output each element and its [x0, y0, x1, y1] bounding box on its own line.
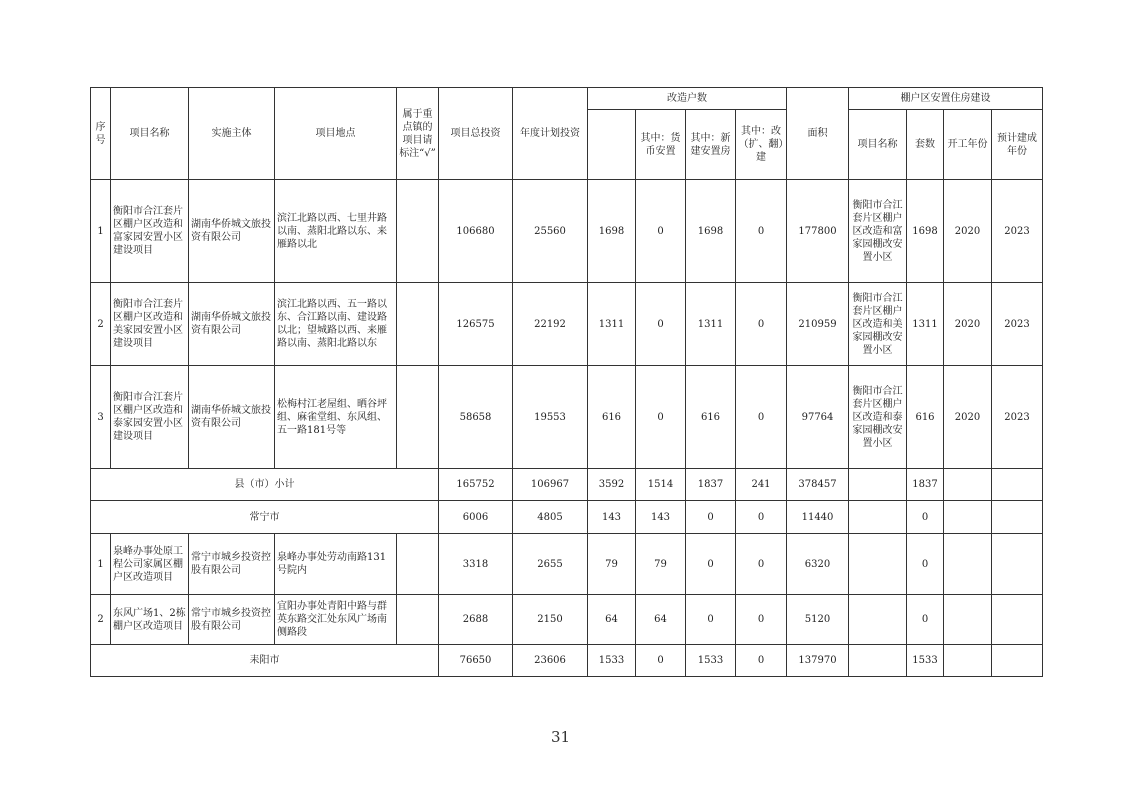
cell-seq: 3: [91, 366, 111, 469]
subtotal-new-build: 1533: [686, 645, 736, 677]
page-number: 31: [550, 728, 571, 746]
cell-housing-start: [944, 595, 992, 645]
cell-new-build: 1311: [686, 283, 736, 366]
cell-key-town: [397, 180, 439, 283]
table-row: [91, 283, 1043, 366]
subtotal-annual: 23606: [513, 645, 588, 677]
subtotal-rebuild: 0: [736, 501, 787, 534]
cell-total: 126575: [439, 283, 513, 366]
subtotal-housing-name: [849, 469, 907, 501]
subtotal-households: 143: [588, 501, 636, 534]
subtotal-total: 6006: [439, 501, 513, 534]
cell-housing-start: 2020: [944, 283, 992, 366]
subtotal-total: 76650: [439, 645, 513, 677]
cell-seq: 1: [91, 534, 111, 595]
cell-housing-start: 2020: [944, 180, 992, 283]
subtotal-annual: 106967: [513, 469, 588, 501]
subtotal-monetary: 1514: [636, 469, 686, 501]
header-key-town: 属于重点镇的项目请标注“√”: [397, 88, 439, 180]
subtotal-rebuild: 0: [736, 645, 787, 677]
cell-annual: 2655: [513, 534, 588, 595]
subtotal-households: 3592: [588, 469, 636, 501]
cell-housing-finish: 2023: [992, 366, 1043, 469]
subtotal-area: 11440: [787, 501, 849, 534]
cell-households: 616: [588, 366, 636, 469]
cell-seq: 1: [91, 180, 111, 283]
cell-annual: 19553: [513, 366, 588, 469]
cell-entity: 湖南华侨城文旅投资有限公司: [189, 283, 275, 366]
subtotal-housing-start: [944, 645, 992, 677]
subtotal-housing-start: [944, 469, 992, 501]
cell-total: 2688: [439, 595, 513, 645]
cell-seq: 2: [91, 283, 111, 366]
cell-housing-units: 616: [907, 366, 944, 469]
cell-name: 泉峰办事处原工程公司家属区棚户区改造项目: [111, 534, 189, 595]
cell-housing-finish: 2023: [992, 283, 1043, 366]
cell-entity: 常宁市城乡投资控股有限公司: [189, 595, 275, 645]
project-table-sheet: [90, 87, 1042, 677]
header-renovation-new: 其中：新建安置房: [686, 110, 736, 180]
cell-name: 衡阳市合江套片区棚户区改造和美家园安置小区建设项目: [111, 283, 189, 366]
cell-housing-finish: [992, 534, 1043, 595]
cell-new-build: 0: [686, 595, 736, 645]
subtotal-new-build: 0: [686, 501, 736, 534]
header-seq: 序号: [91, 88, 111, 180]
cell-area: 177800: [787, 180, 849, 283]
cell-housing-name: 衡阳市合江套片区棚户区改造和泰家园棚改安置小区: [849, 366, 907, 469]
cell-annual: 2150: [513, 595, 588, 645]
header-area: 面积: [787, 88, 849, 180]
cell-rebuild: 0: [736, 283, 787, 366]
cell-households: 64: [588, 595, 636, 645]
subtotal-housing-units: 1533: [907, 645, 944, 677]
cell-new-build: 616: [686, 366, 736, 469]
header-name: 项目名称: [111, 88, 189, 180]
cell-new-build: 0: [686, 534, 736, 595]
cell-name: 东风广场1、2栋棚户区改造项目: [111, 595, 189, 645]
subtotal-row: [91, 501, 1043, 534]
cell-location: 滨江北路以西、五一路以东、合江路以南、建设路以北；望城路以西、来雁路以南、蒸阳北路以东: [275, 283, 397, 366]
cell-housing-start: 2020: [944, 366, 992, 469]
cell-housing-units: 0: [907, 595, 944, 645]
cell-households: 1311: [588, 283, 636, 366]
subtotal-monetary: 0: [636, 645, 686, 677]
header-housing-name: 项目名称: [849, 110, 907, 180]
cell-key-town: [397, 595, 439, 645]
project-table: [90, 87, 1043, 677]
cell-location: 泉峰办事处劳动南路131号院内: [275, 534, 397, 595]
cell-key-town: [397, 534, 439, 595]
header-annual-investment: 年度计划投资: [513, 88, 588, 180]
subtotal-row: [91, 645, 1043, 677]
header-entity: 实施主体: [189, 88, 275, 180]
cell-rebuild: 0: [736, 180, 787, 283]
cell-entity: 常宁市城乡投资控股有限公司: [189, 534, 275, 595]
cell-area: 6320: [787, 534, 849, 595]
subtotal-new-build: 1837: [686, 469, 736, 501]
cell-name: 衡阳市合江套片区棚户区改造和泰家园安置小区建设项目: [111, 366, 189, 469]
subtotal-row: [91, 469, 1043, 501]
subtotal-housing-start: [944, 501, 992, 534]
cell-total: 58658: [439, 366, 513, 469]
cell-households: 1698: [588, 180, 636, 283]
cell-monetary: 79: [636, 534, 686, 595]
cell-housing-name: 衡阳市合江套片区棚户区改造和美家园棚改安置小区: [849, 283, 907, 366]
cell-rebuild: 0: [736, 366, 787, 469]
header-renovation-monetary: 其中：货币安置: [636, 110, 686, 180]
table-row: [91, 595, 1043, 645]
subtotal-housing-name: [849, 645, 907, 677]
cell-housing-name: [849, 595, 907, 645]
header-housing-finish: 预计建成年份: [992, 110, 1043, 180]
cell-seq: 2: [91, 595, 111, 645]
subtotal-housing-units: 1837: [907, 469, 944, 501]
header-renovation-blank: [588, 110, 636, 180]
subtotal-housing-units: 0: [907, 501, 944, 534]
subtotal-label: 耒阳市: [91, 645, 439, 677]
cell-location: 宜阳办事处青阳中路与群英东路交汇处东风广场南侧路段: [275, 595, 397, 645]
header-housing-group: 棚户区安置住房建设: [849, 88, 1043, 110]
cell-housing-finish: [992, 595, 1043, 645]
cell-key-town: [397, 283, 439, 366]
table-row: [91, 534, 1043, 595]
subtotal-housing-finish: [992, 501, 1043, 534]
header-total-investment: 项目总投资: [439, 88, 513, 180]
header-renovation-group: 改造户数: [588, 88, 787, 110]
subtotal-rebuild: 241: [736, 469, 787, 501]
cell-entity: 湖南华侨城文旅投资有限公司: [189, 366, 275, 469]
subtotal-label: 常宁市: [91, 501, 439, 534]
cell-annual: 22192: [513, 283, 588, 366]
table-row: [91, 366, 1043, 469]
subtotal-area: 137970: [787, 645, 849, 677]
cell-entity: 湖南华侨城文旅投资有限公司: [189, 180, 275, 283]
cell-housing-units: 0: [907, 534, 944, 595]
subtotal-label: 县（市）小计: [91, 469, 439, 501]
cell-total: 3318: [439, 534, 513, 595]
subtotal-households: 1533: [588, 645, 636, 677]
cell-location: 滨江北路以西、七里井路以南、蒸阳北路以东、来雁路以北: [275, 180, 397, 283]
cell-name: 衡阳市合江套片区棚户区改造和富家园安置小区建设项目: [111, 180, 189, 283]
subtotal-monetary: 143: [636, 501, 686, 534]
cell-housing-units: 1698: [907, 180, 944, 283]
cell-monetary: 0: [636, 180, 686, 283]
header-housing-start: 开工年份: [944, 110, 992, 180]
cell-rebuild: 0: [736, 534, 787, 595]
cell-housing-start: [944, 534, 992, 595]
cell-monetary: 64: [636, 595, 686, 645]
subtotal-area: 378457: [787, 469, 849, 501]
cell-new-build: 1698: [686, 180, 736, 283]
subtotal-housing-finish: [992, 469, 1043, 501]
cell-rebuild: 0: [736, 595, 787, 645]
cell-total: 106680: [439, 180, 513, 283]
cell-housing-name: 衡阳市合江套片区棚户区改造和富家园棚改安置小区: [849, 180, 907, 283]
subtotal-total: 165752: [439, 469, 513, 501]
cell-monetary: 0: [636, 366, 686, 469]
header-housing-units: 套数: [907, 110, 944, 180]
subtotal-housing-name: [849, 501, 907, 534]
subtotal-housing-finish: [992, 645, 1043, 677]
cell-monetary: 0: [636, 283, 686, 366]
cell-key-town: [397, 366, 439, 469]
header-location: 项目地点: [275, 88, 397, 180]
cell-area: 210959: [787, 283, 849, 366]
table-row: [91, 180, 1043, 283]
subtotal-annual: 4805: [513, 501, 588, 534]
cell-area: 5120: [787, 595, 849, 645]
header-renovation-rebuild: 其中：改（扩、翻）建: [736, 110, 787, 180]
cell-housing-name: [849, 534, 907, 595]
cell-households: 79: [588, 534, 636, 595]
cell-area: 97764: [787, 366, 849, 469]
cell-annual: 25560: [513, 180, 588, 283]
cell-housing-units: 1311: [907, 283, 944, 366]
cell-housing-finish: 2023: [992, 180, 1043, 283]
cell-location: 松梅村江老屋组、晒谷坪组、麻雀堂组、东风组、五一路181号等: [275, 366, 397, 469]
